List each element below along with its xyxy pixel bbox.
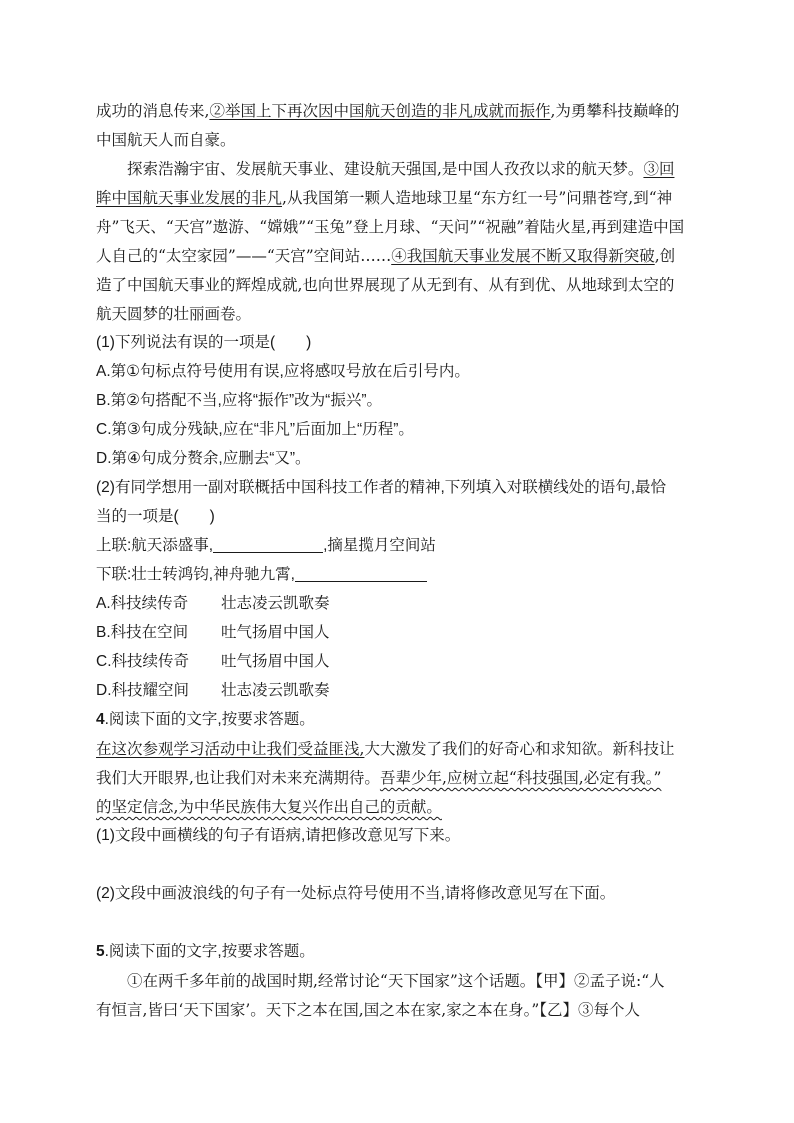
q1-option-c: C.第③句成分残缺,应在“非凡”后面加上“历程”。 [96,421,414,438]
couplet-lower-blank[interactable] [295,565,427,582]
passage-line-2: 中国航天人而自豪。 [96,131,236,149]
passage-line-1: 成功的消息传来,②举国上下再次因中国航天创造的非凡成就而振作,为勇攀科技巅峰的 [96,102,680,120]
underlined-sentence-2: ②举国上下再次因中国航天创造的非凡成就而振作 [209,102,551,120]
q4-underlined-sentence: 在这次参观学习活动中让我们受益匪浅, [96,740,365,758]
underlined-sentence-3-start: ③回 [643,160,675,178]
q2-option-a: A.科技续传奇 壮志凌云凯歌奏 [96,595,330,612]
couplet-lower: 下联:壮士转鸿钧,神舟驰九霄, [96,565,696,585]
q2-stem-line-2: 当的一项是( ) [96,508,215,525]
passage-line-4: 眸中国航天事业发展的非凡,从我国第一颗人造地球卫星“东方红一号”问鼎苍穹,到“神 [96,189,673,207]
passage-line-5: 舟”飞天、“天宫”遨游、“嫦娥”“玉兔”登上月球、“天问”“祝融”着陆火星,再到建造中国 [96,218,685,236]
couplet-upper: 上联:航天添盛事, ,摘星揽月空间站 [96,537,436,554]
underlined-sentence-3-end: 眸中国航天事业发展的非凡 [96,189,283,207]
q5-title: 5.阅读下面的文字,按要求答题。 [96,943,315,960]
q4-sub-question-1: (1)文段中画横线的句子有语病,请把修改意见写下来。 [96,827,461,844]
q4-passage-line-1: 在这次参观学习活动中让我们受益匪浅,大大激发了我们的好奇心和求知欲。新科技让 [96,740,675,758]
passage-line-8: 航天圆梦的壮丽画卷。 [96,305,252,323]
q4-passage-line-3 [96,797,696,817]
couplet-upper-blank[interactable] [213,536,323,553]
q1-stem: (1)下列说法有误的一项是( ) [96,334,312,351]
q2-stem-line-1: (2)有同学想用一副对联概括中国科技工作者的精神,下列填入对联横线处的语句,最恰 [96,479,667,496]
q1-option-b: B.第②句搭配不当,应将“振作”改为“振兴”。 [96,392,382,409]
q1-option-a: A.第①句标点符号使用有误,应将感叹号放在后引号内。 [96,363,470,380]
q4-passage-line-2: 我们大开眼界,也让我们对未来充满期待。吾辈少年,应树立起“科技强国,必定有我。” [96,769,662,787]
q4-title: 4.阅读下面的文字,按要求答题。 [96,711,315,728]
q2-option-d: D.科技耀空间 壮志凌云凯歌奏 [96,682,330,699]
q5-passage-line-2: 有恒言,皆曰‘天下国家’。天下之本在国,国之本在家,家之本在身。”【乙】③每个人 [96,1001,641,1019]
passage-line-7: 造了中国航天事业的辉煌成就,也向世界展现了从无到有、从有到优、从地球到太空的 [96,276,675,294]
q2-option-b: B.科技在空间 吐气扬眉中国人 [96,624,330,641]
passage-line-6: 人自己的“太空家园”——“天宫”空间站……④我国航天事业发展不断又取得新突破,创 [96,247,676,265]
q2-option-c: C.科技续传奇 吐气扬眉中国人 [96,653,330,670]
q5-passage-line-1: ①在两千多年前的战国时期,经常讨论“天下国家”这个话题。【甲】②孟子说:“人 [127,972,665,990]
underlined-sentence-4: ④我国航天事业发展不断又取得新突破 [391,247,655,265]
q1-option-d: D.第④句成分赘余,应删去“又”。 [96,450,311,467]
passage-line-3: 探索浩瀚宇宙、发展航天事业、建设航天强国,是中国人孜孜以求的航天梦。③回 [127,160,675,178]
q4-sub-question-2: (2)文段中画波浪线的句子有一处标点符号使用不当,请将修改意见写在下面。 [96,885,616,902]
q4-wavy-sentence-start: 吾辈少年,应树立起“科技强国,必定有我。” [379,769,662,787]
q4-wavy-sentence-end: 的坚定信念,为中华民族伟大复兴作出自己的贡献。 [96,798,442,816]
